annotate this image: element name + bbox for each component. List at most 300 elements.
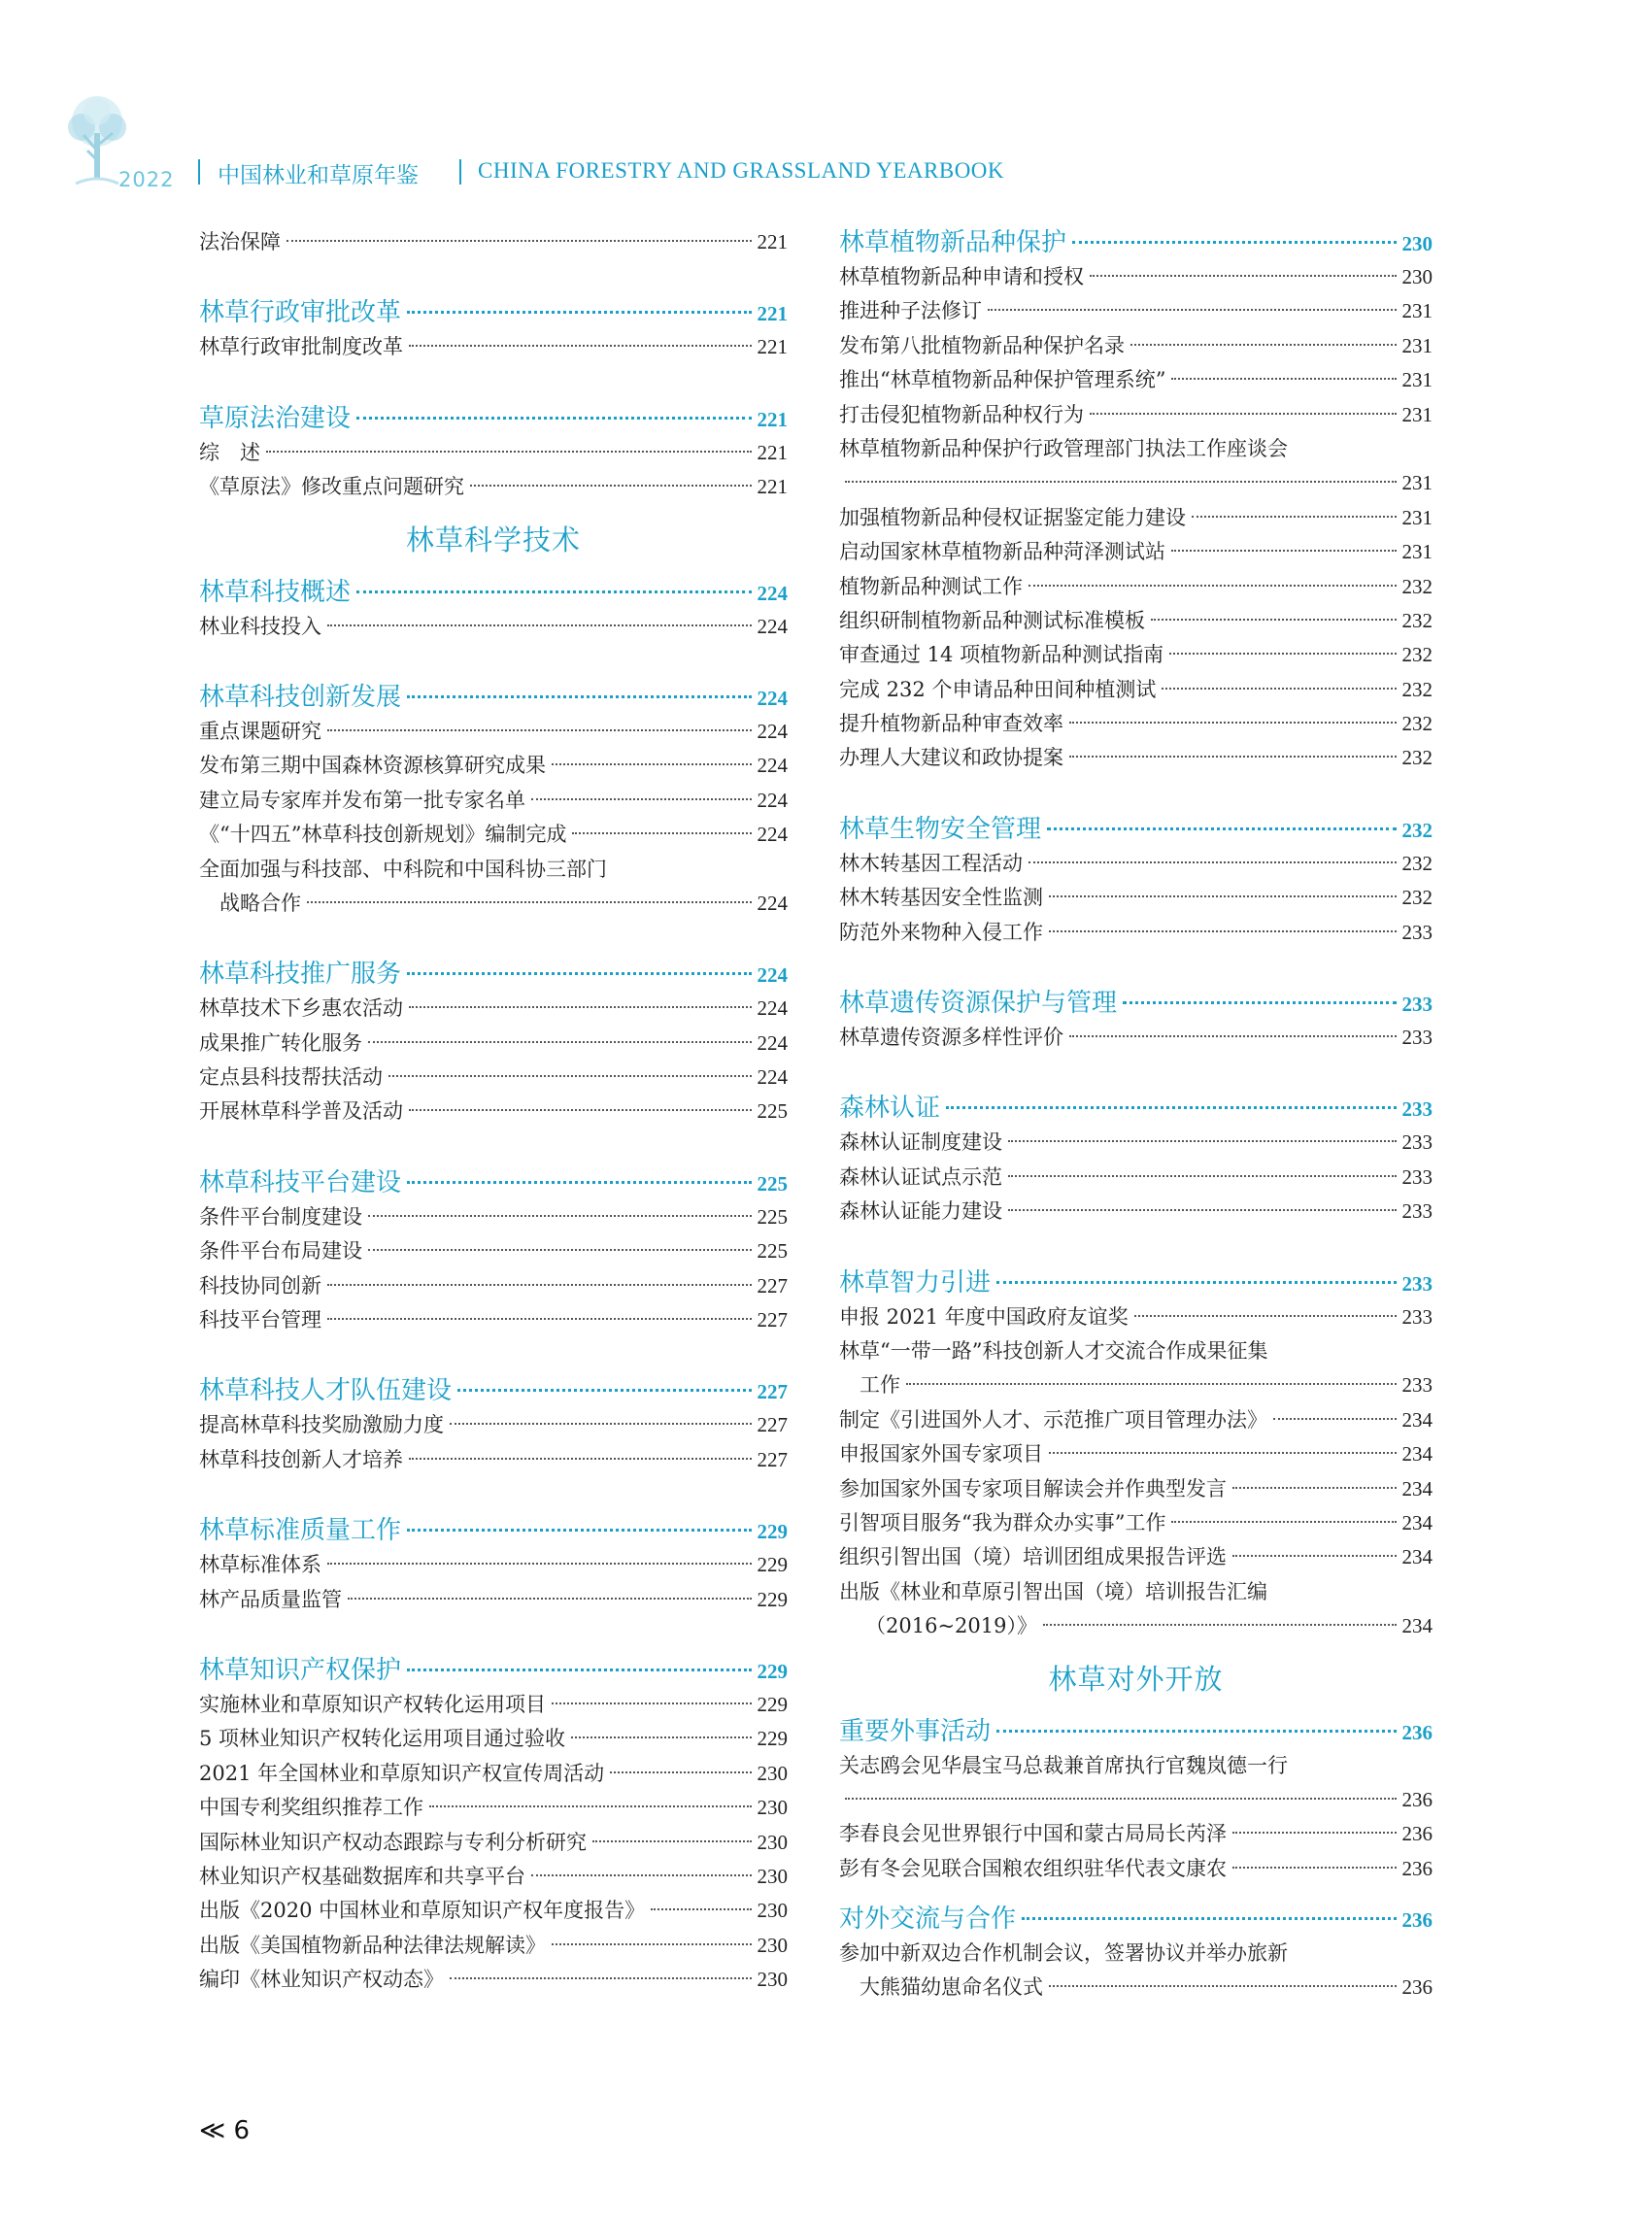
toc-entry-line[interactable]	[839, 432, 1433, 466]
leader-dots	[1069, 1035, 1397, 1037]
entry-page: 234	[1401, 1442, 1433, 1466]
entry-title: 引智项目服务“我为群众办实事”工作	[839, 1510, 1166, 1534]
section-title: 林草标准质量工作	[199, 1516, 402, 1546]
entry-page: 230	[757, 1761, 788, 1785]
entry-page: 227	[757, 1273, 788, 1298]
toc-entry[interactable]	[199, 1269, 788, 1303]
toc-entry[interactable]	[839, 1161, 1433, 1195]
toc-section-heading[interactable]	[839, 986, 1433, 1021]
leader-dots	[457, 1389, 751, 1392]
leader-dots	[327, 1563, 752, 1565]
toc-entry[interactable]	[839, 1472, 1433, 1506]
entry-page: 221	[757, 440, 788, 464]
leader-dots	[1273, 1418, 1397, 1420]
section-page: 233	[1401, 1097, 1433, 1122]
toc-entry[interactable]	[199, 1200, 788, 1234]
toc-entry[interactable]	[199, 1095, 788, 1129]
toc-column-left	[199, 225, 788, 1998]
entry-page: 224	[757, 1030, 788, 1055]
entry-title: 组织研制植物新品种测试标准模板	[839, 608, 1145, 632]
toc-entry-line[interactable]	[839, 1334, 1433, 1368]
leader-dots	[407, 1181, 751, 1184]
toc-entry[interactable]	[199, 1791, 788, 1825]
leader-dots	[1232, 1832, 1397, 1834]
leader-dots	[552, 763, 752, 765]
section-title: 林草遗传资源保护与管理	[839, 989, 1118, 1019]
entry-page: 234	[1401, 1407, 1433, 1432]
toc-entry[interactable]	[839, 466, 1433, 500]
entry-page: 221	[757, 475, 788, 499]
entry-page: 231	[1401, 540, 1433, 564]
entry-page: 224	[757, 823, 788, 847]
section-title: 森林认证	[839, 1094, 941, 1124]
entry-title: 2021 年全国林业和草原知识产权宣传周活动	[199, 1761, 605, 1785]
leader-dots	[1028, 585, 1397, 587]
leader-dots	[946, 1106, 1396, 1109]
leader-dots	[1162, 688, 1396, 690]
entry-title: 林草“一带一路”科技创新人才交流合作成果征集	[839, 1338, 1268, 1363]
toc-entry[interactable]	[199, 1027, 788, 1061]
yearbook-title-en: CHINA FORESTRY AND GRASSLAND YEARBOOK	[478, 158, 1005, 183]
entry-page: 221	[757, 230, 788, 253]
entry-page: 225	[757, 1099, 788, 1124]
entry-title: 林草科技创新人才培养	[199, 1447, 403, 1471]
toc-entry[interactable]	[199, 992, 788, 1026]
leader-dots	[409, 1109, 752, 1111]
toc-entry[interactable]	[199, 818, 788, 852]
leader-dots	[531, 798, 752, 800]
leader-dots	[906, 1383, 1397, 1385]
leader-dots	[409, 345, 752, 347]
entry-page: 232	[1401, 574, 1433, 598]
leader-dots	[356, 590, 751, 593]
entry-title: 发布第三期中国森林资源核算研究成果	[199, 754, 546, 778]
entry-page: 229	[757, 1553, 788, 1577]
entry-title: 林草植物新品种申请和授权	[839, 265, 1084, 288]
entry-title: 审查通过 14 项植物新品种测试指南	[839, 643, 1164, 667]
entry-title: 国际林业知识产权动态跟踪与专利分析研究	[199, 1830, 587, 1854]
toc-entry[interactable]	[839, 260, 1433, 294]
toc-entry[interactable]	[839, 1368, 1433, 1402]
toc-column-right	[839, 225, 1433, 2006]
section-page: 233	[1401, 993, 1433, 1017]
entry-title: 科技协同创新	[199, 1273, 321, 1298]
entry-title: 发布第八批植物新品种保护名录	[839, 333, 1125, 357]
entry-page: 233	[1401, 1304, 1433, 1329]
entry-title: 参加中新双边合作机制会议，签署协议并举办旅新	[839, 1941, 1288, 1966]
section-page: 236	[1401, 1720, 1433, 1744]
toc-section-heading[interactable]	[199, 575, 788, 610]
entry-page: 224	[757, 719, 788, 743]
leader-dots	[1049, 930, 1397, 932]
entry-page: 224	[757, 614, 788, 638]
entry-title: 加强植物新品种侵权证据鉴定能力建设	[839, 505, 1186, 529]
leader-dots	[1123, 1001, 1396, 1004]
entry-title: 条件平台布局建设	[199, 1239, 362, 1264]
toc-entry-line[interactable]	[199, 853, 788, 887]
entry-page: 230	[757, 1968, 788, 1992]
toc-entry[interactable]	[199, 1929, 788, 1963]
section-page: 236	[1401, 1908, 1433, 1933]
toc-entry[interactable]	[839, 1195, 1433, 1229]
entry-page: 230	[757, 1899, 788, 1923]
toc-entry[interactable]	[199, 330, 788, 364]
entry-title: 启动国家林草植物新品种菏泽测试站	[839, 540, 1165, 564]
toc-entry[interactable]	[839, 881, 1433, 915]
section-title: 林草科技平台建设	[199, 1167, 402, 1197]
toc-entry[interactable]	[839, 673, 1433, 707]
toc-entry[interactable]	[199, 784, 788, 818]
entry-page: 231	[1401, 505, 1433, 529]
leader-dots	[531, 1874, 752, 1876]
toc-entry[interactable]	[199, 1722, 788, 1756]
entry-title: 推进种子法修订	[839, 299, 982, 323]
entry-title: 林业知识产权基础数据库和共享平台	[199, 1864, 525, 1888]
toc-entry[interactable]	[199, 1688, 788, 1722]
leader-dots	[266, 451, 752, 453]
leader-dots	[592, 1840, 752, 1842]
entry-page: 234	[1401, 1545, 1433, 1569]
toc-entry[interactable]	[199, 1894, 788, 1928]
entry-title: 战略合作	[219, 891, 301, 915]
header-divider	[198, 159, 200, 185]
leader-dots	[1069, 722, 1397, 724]
entry-page: 229	[757, 1727, 788, 1751]
toc-entry[interactable]	[199, 436, 788, 470]
entry-title: 组织引智出国（境）培训团组成果报告评选	[839, 1545, 1227, 1569]
entry-title: 李春良会见世界银行中国和蒙古局局长芮泽	[839, 1822, 1227, 1846]
toc-entry[interactable]	[839, 1971, 1433, 2005]
leader-dots	[845, 481, 1397, 483]
toc-entry[interactable]	[839, 638, 1433, 672]
entry-title: 林草植物新品种保护行政管理部门执法工作座谈会	[839, 436, 1288, 460]
entry-page: 227	[757, 1447, 788, 1471]
section-title: 林草科技人才队伍建设	[199, 1376, 453, 1406]
leader-dots	[996, 1730, 1396, 1733]
leader-dots	[1047, 827, 1396, 830]
leader-dots	[1049, 1985, 1397, 1987]
toc-entry[interactable]	[839, 1540, 1433, 1574]
entry-title: 办理人大建议和政协提案	[839, 746, 1063, 770]
entry-page: 234	[1401, 1510, 1433, 1534]
toc-section-heading[interactable]	[199, 401, 788, 436]
part-title: 林草对外开放	[1048, 1662, 1224, 1696]
part-title: 林草科学技术	[405, 523, 581, 556]
entry-page: 221	[757, 335, 788, 359]
entry-title: 定点县科技帮扶活动	[199, 1065, 383, 1090]
toc-entry[interactable]	[839, 1506, 1433, 1540]
entry-title: 工作	[860, 1373, 900, 1398]
leader-dots	[407, 1529, 751, 1532]
leader-dots	[1008, 1175, 1397, 1177]
entry-page: 227	[757, 1308, 788, 1332]
entry-title: 森林认证制度建设	[839, 1130, 1002, 1155]
toc-entry[interactable]	[199, 1826, 788, 1860]
toc-entry[interactable]	[199, 1234, 788, 1268]
entry-title: 《草原法》修改重点问题研究	[199, 475, 464, 499]
toc-entry[interactable]	[199, 470, 788, 504]
leader-dots	[307, 901, 752, 903]
leader-dots	[409, 1006, 752, 1008]
section-title: 林草行政审批改革	[199, 298, 402, 328]
entry-page: 233	[1401, 1164, 1433, 1189]
toc-entry[interactable]	[199, 887, 788, 921]
toc-entry[interactable]	[199, 1061, 788, 1095]
toc-entry[interactable]	[839, 329, 1433, 363]
leader-dots	[450, 1423, 752, 1425]
entry-page: 224	[757, 891, 788, 915]
leader-dots	[1151, 619, 1397, 621]
entry-title: 条件平台制度建设	[199, 1204, 362, 1229]
entry-title: 开展林草科学普及活动	[199, 1099, 403, 1124]
leader-dots	[1008, 1140, 1397, 1142]
entry-title: 提高林草科技奖励激励力度	[199, 1413, 444, 1437]
leader-dots	[1090, 413, 1397, 415]
leader-dots	[409, 1458, 752, 1460]
leader-dots	[572, 832, 751, 834]
section-title: 林草科技创新发展	[199, 682, 402, 712]
leader-dots	[1022, 1917, 1396, 1920]
leader-dots	[407, 311, 751, 314]
entry-page: 234	[1401, 1614, 1433, 1638]
leader-dots	[327, 729, 752, 731]
toc-section-heading[interactable]	[839, 1902, 1433, 1937]
entry-title: 林木转基因工程活动	[839, 851, 1023, 875]
leader-dots	[368, 1041, 752, 1043]
leader-dots	[1192, 516, 1397, 518]
entry-title: 成果推广转化服务	[199, 1030, 362, 1055]
entry-title: 林草遗传资源多样性评价	[839, 1026, 1063, 1050]
section-page: 232	[1401, 818, 1433, 842]
entry-page: 233	[1401, 1026, 1433, 1050]
page-number: ≪ 6	[199, 2116, 251, 2145]
toc-entry[interactable]	[199, 1443, 788, 1477]
entry-page: 231	[1401, 299, 1433, 323]
toc-entry[interactable]	[839, 501, 1433, 535]
leader-dots	[571, 1736, 751, 1738]
entry-title: 彭有冬会见联合国粮农组织驻华代表文康农	[839, 1856, 1227, 1880]
header-divider	[459, 159, 461, 185]
leader-dots	[1072, 241, 1396, 244]
section-title: 林草植物新品种保护	[839, 228, 1067, 257]
section-title: 对外交流与合作	[839, 1905, 1017, 1935]
leader-dots	[407, 695, 751, 698]
entry-page: 232	[1401, 886, 1433, 910]
leader-dots	[368, 1215, 752, 1217]
entry-title: 参加国家外国专家项目解读会并作典型发言	[839, 1476, 1227, 1500]
toc-entry[interactable]	[199, 715, 788, 749]
toc-entry-line[interactable]	[839, 1937, 1433, 1971]
entry-page: 232	[1401, 677, 1433, 701]
entry-page: 233	[1401, 920, 1433, 944]
entry-page: 236	[1401, 1856, 1433, 1880]
toc-entry[interactable]	[839, 1852, 1433, 1886]
leader-dots	[1049, 1452, 1397, 1454]
leader-dots	[1171, 1521, 1396, 1523]
page-header	[58, 92, 1224, 199]
entry-title: 综 述	[199, 440, 260, 464]
toc-entry[interactable]	[839, 1609, 1433, 1643]
leader-dots	[1232, 1555, 1397, 1557]
entry-title: 法治保障	[199, 230, 281, 253]
toc-entry[interactable]	[839, 1300, 1433, 1334]
leader-dots	[287, 240, 752, 242]
toc-entry-line[interactable]	[839, 1749, 1433, 1783]
entry-title: 打击侵犯植物新品种权行为	[839, 402, 1084, 426]
section-page: 224	[757, 686, 788, 710]
entry-page: 224	[757, 754, 788, 778]
toc-entry[interactable]	[839, 1021, 1433, 1055]
leader-dots	[651, 1908, 751, 1910]
entry-page: 224	[757, 788, 788, 812]
entry-title: 防范外来物种入侵工作	[839, 920, 1043, 944]
entry-title: 科技平台管理	[199, 1308, 321, 1332]
toc-section-heading[interactable]	[839, 1265, 1433, 1300]
leader-dots	[368, 1249, 752, 1251]
toc-entry[interactable]	[199, 1303, 788, 1337]
toc-entry[interactable]	[839, 1437, 1433, 1471]
entry-title: 林草标准体系	[199, 1553, 321, 1577]
toc-entry[interactable]	[839, 535, 1433, 569]
toc-entry[interactable]	[199, 1757, 788, 1791]
entry-title: 出版《美国植物新品种法律法规解读》	[199, 1933, 546, 1957]
toc-section-heading[interactable]	[839, 1714, 1433, 1749]
toc-entry[interactable]	[839, 570, 1433, 604]
toc-section-heading[interactable]	[839, 1091, 1433, 1126]
toc-section-heading[interactable]	[199, 680, 788, 715]
section-page: 233	[1401, 1271, 1433, 1296]
entry-page: 230	[757, 1830, 788, 1854]
entry-title: 植物新品种测试工作	[839, 574, 1023, 598]
toc-entry[interactable]	[839, 604, 1433, 638]
toc-entry[interactable]	[839, 1403, 1433, 1437]
entry-title: 制定《引进国外人才、示范推广项目管理办法》	[839, 1407, 1267, 1432]
section-title: 重要外事活动	[839, 1716, 992, 1746]
entry-page: 230	[1401, 265, 1433, 288]
toc-entry[interactable]	[839, 398, 1433, 432]
entry-page: 232	[1401, 643, 1433, 667]
section-page: 227	[757, 1380, 788, 1404]
entry-page: 232	[1401, 608, 1433, 632]
leader-dots	[470, 485, 752, 487]
entry-page: 232	[1401, 746, 1433, 770]
toc-entry[interactable]	[199, 1963, 788, 1997]
leader-dots	[450, 1977, 752, 1979]
toc-section-heading[interactable]	[199, 1165, 788, 1200]
toc-entry[interactable]	[839, 916, 1433, 950]
toc-section-heading[interactable]	[199, 1513, 788, 1548]
entry-title: 完成 232 个申请品种田间种植测试	[839, 677, 1157, 701]
leader-dots	[1134, 1315, 1397, 1317]
toc-entry[interactable]	[839, 847, 1433, 881]
toc-entry-line[interactable]	[839, 1575, 1433, 1609]
entry-page: 224	[757, 996, 788, 1021]
toc-section-heading[interactable]	[199, 1653, 788, 1688]
leader-dots	[1169, 653, 1396, 655]
entry-title: 重点课题研究	[199, 719, 321, 743]
section-title: 林草科技概述	[199, 577, 352, 607]
leader-dots	[407, 1669, 751, 1671]
entry-page: 227	[757, 1413, 788, 1437]
entry-title: 编印《林业知识产权动态》	[199, 1968, 444, 1992]
leader-dots	[356, 417, 751, 420]
toc-section-heading[interactable]	[839, 225, 1433, 260]
toc-entry[interactable]	[839, 707, 1433, 741]
leader-dots	[1008, 1209, 1397, 1211]
toc-entry[interactable]	[199, 1860, 788, 1894]
entry-title: 林草行政审批制度改革	[199, 335, 403, 359]
entry-page: 230	[757, 1933, 788, 1957]
entry-title: 提升植物新品种审查效率	[839, 712, 1063, 736]
toc-section-heading[interactable]	[199, 295, 788, 330]
leader-dots	[1232, 1867, 1397, 1869]
entry-title: 林产品质量监管	[199, 1587, 342, 1611]
toc-entry[interactable]	[839, 294, 1433, 328]
toc-entry[interactable]	[839, 363, 1433, 397]
entry-title: 5 项林业知识产权转化运用项目通过验收	[199, 1727, 566, 1751]
leader-dots	[388, 1075, 752, 1077]
section-title: 林草知识产权保护	[199, 1655, 402, 1685]
entry-title: 林业科技投入	[199, 614, 321, 638]
leader-dots	[1069, 756, 1397, 758]
toc-entry[interactable]	[199, 1408, 788, 1442]
entry-page: 231	[1401, 471, 1433, 495]
entry-title: 申报国家外国专家项目	[839, 1442, 1043, 1466]
section-page: 230	[1401, 232, 1433, 255]
toc-entry[interactable]	[199, 610, 788, 644]
section-title: 草原法治建设	[199, 403, 352, 433]
toc-entry[interactable]	[839, 1126, 1433, 1160]
yearbook-year: 2022	[118, 168, 175, 191]
entry-page: 224	[757, 1065, 788, 1090]
section-page: 229	[757, 1659, 788, 1683]
toc-entry[interactable]	[199, 225, 788, 259]
section-title: 林草生物安全管理	[839, 814, 1042, 844]
leader-dots	[1090, 275, 1397, 277]
leader-dots	[1049, 895, 1397, 897]
leader-dots	[327, 624, 752, 626]
section-page: 224	[757, 963, 788, 988]
leader-dots	[1171, 550, 1397, 552]
leader-dots	[1130, 344, 1397, 346]
toc-entry[interactable]	[199, 1583, 788, 1617]
entry-page: 236	[1401, 1975, 1433, 2000]
section-page: 224	[757, 581, 788, 605]
toc-section-heading[interactable]	[199, 957, 788, 992]
entry-title: 出版《2020 中国林业和草原知识产权年度报告》	[199, 1899, 646, 1923]
entry-title: 建立局专家库并发布第一批专家名单	[199, 788, 525, 812]
section-page: 221	[757, 407, 788, 431]
leader-dots	[429, 1805, 752, 1807]
toc-entry[interactable]	[839, 741, 1433, 775]
toc-entry[interactable]	[199, 749, 788, 783]
entry-page: 225	[757, 1204, 788, 1229]
toc-section-heading[interactable]	[839, 812, 1433, 847]
toc-entry[interactable]	[199, 1548, 788, 1582]
entry-title: 全面加强与科技部、中科院和中国科协三部门	[199, 857, 607, 881]
entry-page: 232	[1401, 851, 1433, 875]
entry-title: 大熊猫幼崽命名仪式	[860, 1975, 1043, 2000]
toc-entry[interactable]	[839, 1817, 1433, 1851]
leader-dots	[1171, 378, 1396, 380]
entry-title: 关志鸥会见华晨宝马总裁兼首席执行官魏岚德一行	[839, 1753, 1288, 1777]
toc-entry[interactable]	[839, 1783, 1433, 1817]
entry-title: 出版《林业和草原引智出国（境）培训报告汇编	[839, 1579, 1267, 1603]
leader-dots	[845, 1798, 1397, 1800]
toc-section-heading[interactable]	[199, 1373, 788, 1408]
entry-title: 实施林业和草原知识产权转化运用项目	[199, 1692, 546, 1716]
section-page: 221	[757, 302, 788, 326]
